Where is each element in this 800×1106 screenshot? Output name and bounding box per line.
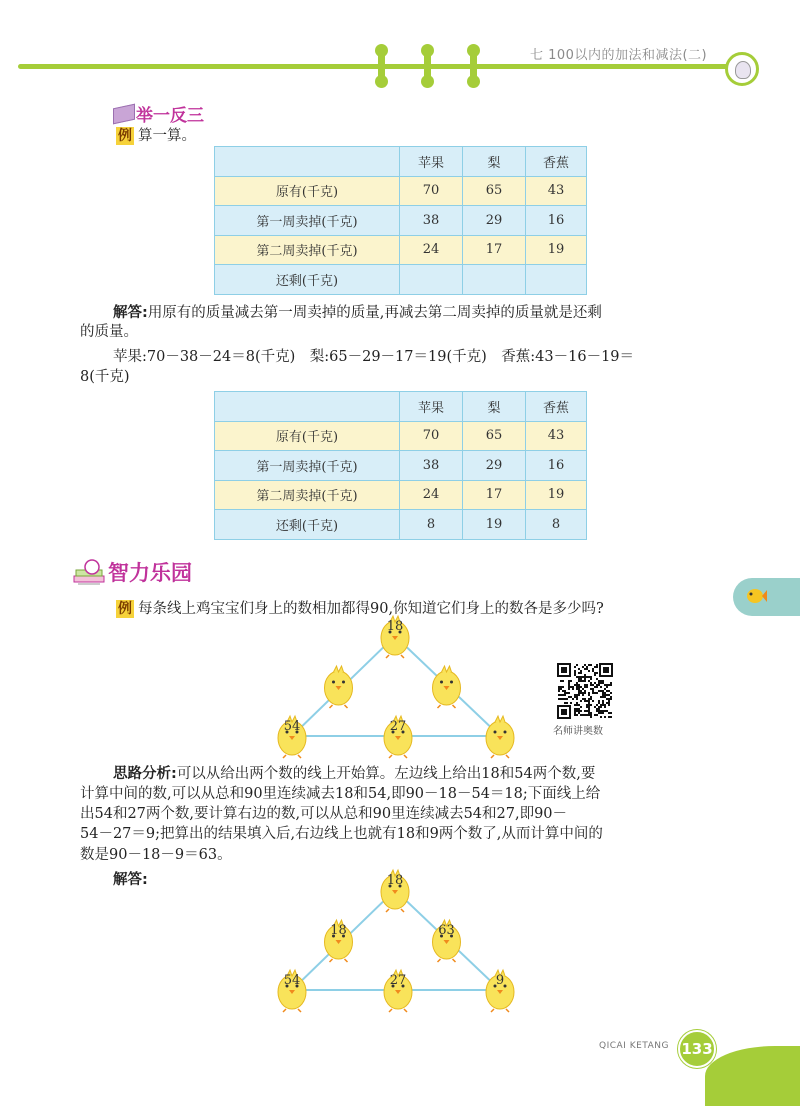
table-cell: 19 [463, 510, 526, 540]
chick [278, 970, 306, 1012]
page-number: 133 [678, 1030, 716, 1068]
table-cell: 70 [400, 176, 463, 206]
chick-number: 18 [330, 923, 347, 938]
chick-number: 9 [495, 973, 505, 988]
chick-number: 54 [283, 719, 301, 734]
question-text: 每条线上鸡宝宝们身上的数相加都得90,你知道它们身上的数各是多少吗? [138, 601, 604, 617]
binder-ring [378, 48, 385, 84]
table-cell: 17 [463, 480, 526, 510]
table-cell: 第二周卖掉(千克) [215, 235, 400, 265]
analysis-line: 计算中间的数,可以从总和90里连续减去18和54,即90－18－54＝18;下面线上给 [80, 786, 601, 802]
table-cell: 70 [400, 421, 463, 451]
table-cell: 65 [463, 176, 526, 206]
chick-number: 18 [386, 873, 404, 888]
chick [278, 716, 306, 758]
table-row [215, 451, 587, 481]
table-cell: 17 [463, 235, 526, 265]
chick [381, 616, 409, 658]
table-cell: 19 [526, 235, 587, 265]
chick [486, 716, 514, 758]
chick-number: 54 [283, 973, 301, 988]
table-row [215, 421, 587, 451]
table-cell: 还剩(千克) [215, 510, 400, 540]
bookstack-icon [72, 558, 106, 588]
table-cell: 65 [463, 421, 526, 451]
table-cell: 8 [400, 510, 463, 540]
binder-ring [424, 48, 431, 84]
table-cell: 43 [526, 421, 587, 451]
chapter-title: 七 100以内的加法和减法(二) [530, 48, 708, 63]
answer-line: 的质量。 [80, 324, 138, 340]
table-cell: 16 [526, 206, 587, 236]
chick [433, 666, 461, 708]
table-cell: 第一周卖掉(千克) [215, 451, 400, 481]
header-bar [18, 64, 730, 69]
calc-line: 8(千克) [80, 369, 130, 385]
fish-icon [745, 586, 767, 606]
answer-line: 用原有的质量减去第一周卖掉的质量,再减去第二周卖掉的质量就是还剩 [147, 305, 602, 321]
chick [433, 920, 461, 962]
section-title: 智力乐园 [108, 561, 192, 585]
table-cell: 梨 [463, 392, 526, 422]
chick-number: 18 [386, 619, 404, 634]
example-text: 算一算。 [138, 128, 196, 144]
table-row [215, 480, 587, 510]
table-cell [400, 265, 463, 295]
table-cell: 16 [526, 451, 587, 481]
chick-number: 63 [438, 923, 455, 938]
table-cell: 29 [463, 451, 526, 481]
analysis-text: 可以从给出两个数的线上开始算。左边线上给出18和54两个数,要 [176, 766, 596, 782]
table-cell [526, 265, 587, 295]
chick-triangle-answer [270, 868, 530, 1013]
table-header-row [215, 147, 587, 177]
fruit-table-answer [214, 391, 587, 540]
table-cell: 8 [526, 510, 587, 540]
chick [384, 970, 412, 1012]
table-cell: 38 [400, 451, 463, 481]
section-title: 举一反三 [136, 106, 204, 126]
table-row [215, 176, 587, 206]
table-cell: 苹果 [400, 392, 463, 422]
footer-brand: QICAI KETANG [599, 1041, 669, 1051]
table-cell [215, 147, 400, 177]
table-row [215, 510, 587, 540]
chick [486, 970, 514, 1012]
chick [384, 716, 412, 758]
calc-line: 苹果:70－38－24＝8(千克) 梨:65－29－17＝19(千克) 香蕉:43－16－19＝ [113, 349, 635, 365]
table-cell: 43 [526, 176, 587, 206]
analysis-line: 54－27＝9;把算出的结果填入后,右边线上也就有18和9两个数了,从而计算中间的 [80, 826, 603, 842]
chick-number: 27 [389, 973, 407, 988]
chick-triangle-puzzle [270, 614, 530, 759]
table-cell: 原有(千克) [215, 176, 400, 206]
table-cell: 24 [400, 480, 463, 510]
analysis-line: 数是90－18－9＝63。 [80, 847, 232, 863]
table-cell: 还剩(千克) [215, 265, 400, 295]
table-cell: 19 [526, 480, 587, 510]
table-cell: 29 [463, 206, 526, 236]
table-cell: 苹果 [400, 147, 463, 177]
table-cell [215, 392, 400, 422]
fruit-table-question [214, 146, 587, 295]
binder-ring [470, 48, 477, 84]
qr-code[interactable] [556, 662, 614, 720]
answer-explanation [113, 304, 723, 323]
qr-label: 名师讲奥数 [553, 726, 603, 737]
table-cell: 原有(千克) [215, 421, 400, 451]
table-cell: 第二周卖掉(千克) [215, 480, 400, 510]
example-badge: 例 [118, 601, 132, 617]
chick-number: 27 [389, 719, 407, 734]
analysis-label: 思路分析: [113, 766, 177, 782]
table-header-row [215, 392, 587, 422]
book-icon [113, 104, 135, 125]
example-badge: 例 [118, 128, 132, 144]
chick [381, 870, 409, 912]
footer-decoration [705, 1046, 800, 1106]
table-cell: 香蕉 [526, 147, 587, 177]
table-cell: 38 [400, 206, 463, 236]
table-row [215, 265, 587, 295]
table-cell [463, 265, 526, 295]
analysis-line: 出54和27两个数,要计算右边的数,可以从总和90里连续减去54和27,即90－ [80, 806, 568, 822]
table-row [215, 206, 587, 236]
table-cell: 梨 [463, 147, 526, 177]
analysis-line [113, 765, 723, 784]
mascot-icon [725, 52, 759, 86]
example-line [116, 127, 196, 145]
table-cell: 第一周卖掉(千克) [215, 206, 400, 236]
table-cell: 香蕉 [526, 392, 587, 422]
answer-label: 解答: [113, 305, 148, 321]
table-cell: 24 [400, 235, 463, 265]
answer-label: 解答: [113, 872, 148, 888]
table-row [215, 235, 587, 265]
